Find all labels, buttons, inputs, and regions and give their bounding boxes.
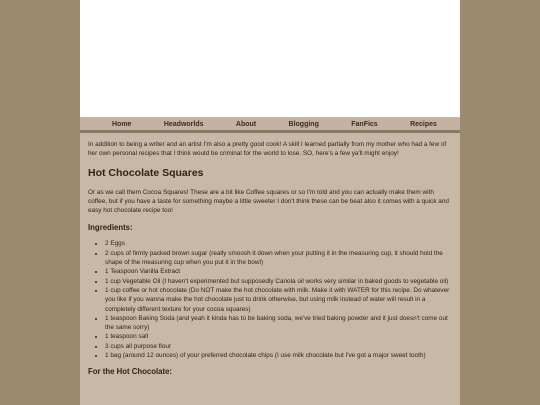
- page-container: [80, 0, 460, 405]
- recipe-description: Or as we call them Cocoa Squares! These are a bit like Coffee squares or so I'm told and you can actually make them with coffee, but if you have a taste for something maybe a little sweeter I don't think these can be beat also it comes with a quick and easy hot chocolate recipe too!: [88, 188, 449, 215]
- list-item: • 2 cups of firmly packed brown sugar (really smoosh it down when your putting it in the measuring cup, it should hold the shape of the measuring cup when you put it in the bowl): [105, 249, 454, 268]
- main-nav: [80, 118, 460, 133]
- nav-headworlds[interactable]: Headworlds: [163, 120, 204, 128]
- list-item: • 1 cup Vegetable Oil (I haven't experimented but supposedly Canola oil works very similar in baked goods to vegetable oil): [105, 277, 454, 286]
- header-banner: [80, 0, 460, 117]
- nav-home[interactable]: Home: [112, 120, 132, 128]
- list-item: • 3 cups all purpose flour: [105, 342, 454, 351]
- list-item: • 1 bag (around 12 ounces) of your preferred chocolate chips (I use milk chocolate but I've got a major sweet tooth): [105, 351, 454, 360]
- ingredients-heading: Ingredients:: [88, 223, 133, 233]
- nav-recipes[interactable]: Recipes: [410, 120, 437, 128]
- main-content: [88, 140, 454, 383]
- nav-blogging[interactable]: Blogging: [288, 120, 319, 128]
- list-item: • 1 Teaspoon Vanilla Extract: [105, 267, 454, 276]
- recipe-title: Hot Chocolate Squares: [88, 166, 204, 179]
- list-item: • 1 teaspoon salt: [105, 332, 454, 341]
- nav-fanfics[interactable]: FanFics: [351, 120, 378, 128]
- nav-about[interactable]: About: [235, 120, 257, 128]
- list-item: • 1 teaspoon Baking Soda (and yeah it kinda has to be baking soda, we've tried baking powder and it just doesn't come out the same sorry): [105, 314, 454, 333]
- ingredients-list: [88, 239, 454, 360]
- list-item: • 2 Eggs: [105, 239, 454, 248]
- intro-paragraph: In addition to being a writer and an artist I'm also a pretty good cook! A skill I learned partially from my mother who had a few of her own personal recipes that I think would be criminal for the world to lose. SO, here's a few ya'll might enjoy!: [88, 141, 447, 158]
- list-item: • 1 cup coffee or hot chocolate (Do NOT make the hot chocolate with milk. Make it with WATER for this recipe. Do whatever you like if you wanna make the hot chocolate just to drink otherwise, but using milk instead of water will result in a completely different texture for your cocoa squares): [105, 286, 454, 314]
- hot-chocolate-heading: For the Hot Chocolate:: [88, 367, 173, 377]
